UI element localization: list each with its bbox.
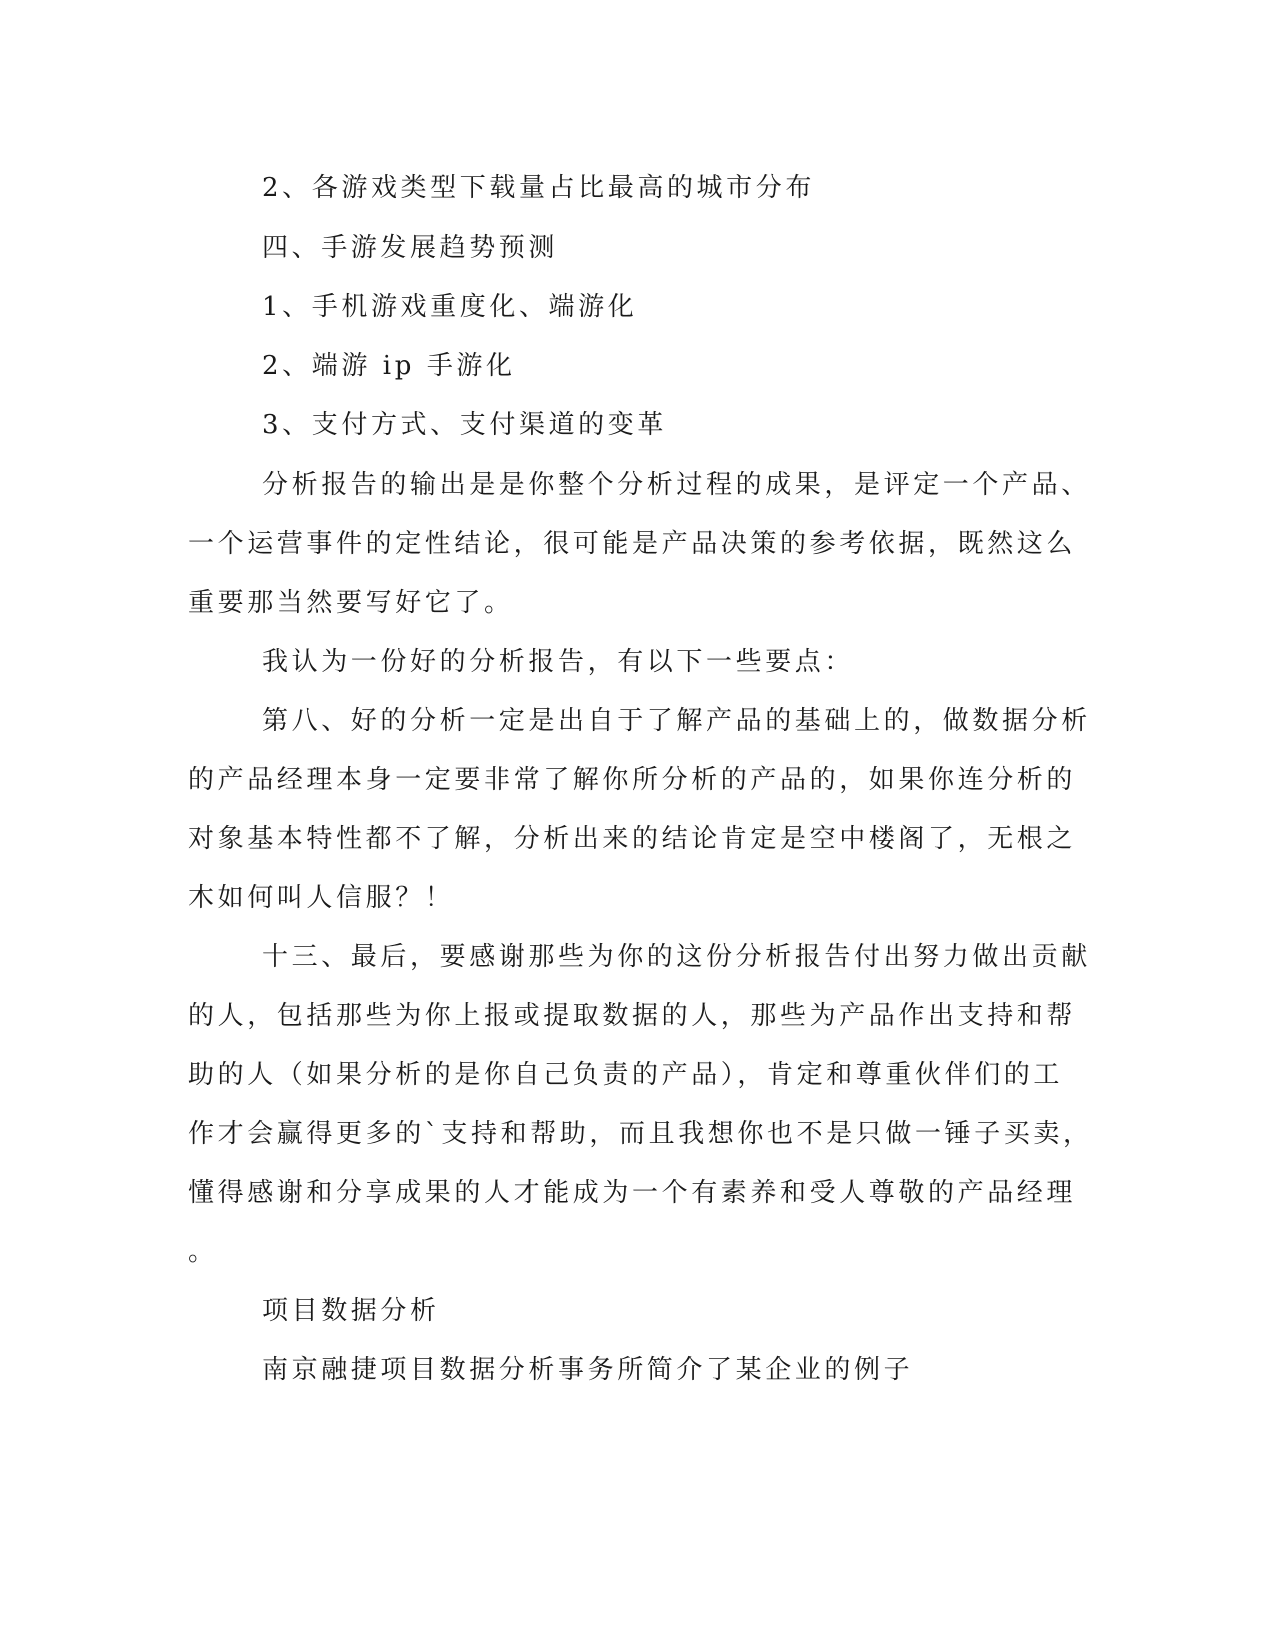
paragraph-line: 重要那当然要写好它了。 xyxy=(188,588,514,618)
paragraph-line: 木如何叫人信服？！ xyxy=(188,883,455,913)
paragraph-line: 助的人（如果分析的是你自己负责的产品），肯定和尊重伙伴们的工 xyxy=(188,1060,1064,1090)
paragraph-line: 十三、最后，要感谢那些为你的这份分析报告付出努力做出贡献 xyxy=(262,942,1091,972)
paragraph-line: 我认为一份好的分析报告，有以下一些要点： xyxy=(262,647,855,677)
section-heading-trend-forecast: 四、手游发展趋势预测 xyxy=(262,233,559,263)
list-item-heavy-games: 1、手机游戏重度化、端游化 xyxy=(262,292,638,322)
paragraph-line: 分析报告的输出是是你整个分析过程的成果，是评定一个产品、 xyxy=(262,470,1091,500)
paragraph-line: 的产品经理本身一定要非常了解你所分析的产品的，如果你连分析的 xyxy=(188,765,1077,795)
list-item-ip-mobile: 2、端游 ip 手游化 xyxy=(262,351,516,381)
paragraph-line: 对象基本特性都不了解，分析出来的结论肯定是空中楼阁了，无根之 xyxy=(188,824,1077,854)
list-item-city-distribution: 2、各游戏类型下载量占比最高的城市分布 xyxy=(262,173,815,203)
section-heading-project-data: 项目数据分析 xyxy=(262,1296,440,1326)
paragraph-line: 作才会赢得更多的`支持和帮助，而且我想你也不是只做一锤子买卖， xyxy=(188,1119,1093,1149)
paragraph-line: 。 xyxy=(188,1237,218,1267)
list-item-payment-change: 3、支付方式、支付渠道的变革 xyxy=(262,410,667,440)
paragraph-line: 第八、好的分析一定是出自于了解产品的基础上的，做数据分析 xyxy=(262,706,1091,736)
paragraph-line: 一个运营事件的定性结论，很可能是产品决策的参考依据，既然这么 xyxy=(188,529,1077,559)
paragraph-line: 的人，包括那些为你上报或提取数据的人，那些为产品作出支持和帮 xyxy=(188,1001,1077,1031)
paragraph-line: 南京融捷项目数据分析事务所简介了某企业的例子 xyxy=(262,1355,914,1385)
paragraph-line: 懂得感谢和分享成果的人才能成为一个有素养和受人尊敬的产品经理 xyxy=(188,1178,1077,1208)
